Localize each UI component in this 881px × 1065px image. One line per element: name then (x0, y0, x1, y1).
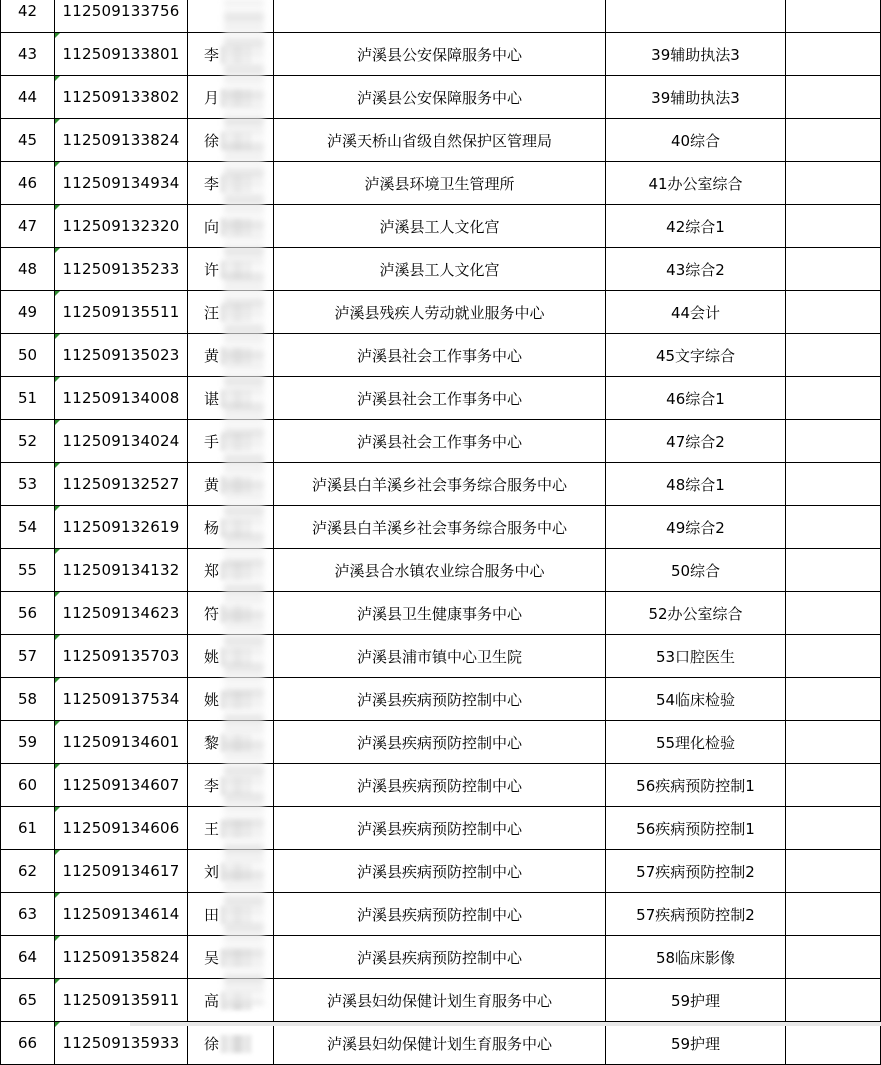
empty-cell[interactable] (786, 1022, 881, 1065)
exam-id[interactable]: 112509135933 (55, 1022, 188, 1065)
job-position[interactable]: 55理化检验 (606, 721, 786, 764)
table-row[interactable] (1, 334, 881, 377)
table-row[interactable] (1, 506, 881, 549)
table-row[interactable] (1, 162, 881, 205)
name-surname: 田 (204, 905, 220, 924)
candidate-name[interactable] (188, 162, 274, 205)
employer-unit[interactable]: 泸溪县社会工作事务中心 (274, 334, 606, 377)
name-surname: 姚 (204, 690, 220, 709)
table-row[interactable] (1, 764, 881, 807)
exam-id[interactable]: 112509135824 (55, 936, 188, 979)
empty-cell[interactable] (786, 807, 881, 850)
name-surname: 月 (204, 88, 220, 107)
candidate-name[interactable] (188, 635, 274, 678)
employer-unit[interactable]: 泸溪县妇幼保健计划生育服务中心 (274, 979, 606, 1022)
employer-unit[interactable]: 泸溪县白羊溪乡社会事务综合服务中心 (274, 506, 606, 549)
candidate-name[interactable] (188, 807, 274, 850)
empty-cell[interactable] (786, 334, 881, 377)
employer-unit[interactable]: 泸溪县工人文化宫 (274, 205, 606, 248)
empty-cell[interactable] (786, 549, 881, 592)
exam-id[interactable]: 112509135911 (55, 979, 188, 1022)
row-number[interactable]: 53 (1, 463, 55, 506)
employer-unit[interactable]: 泸溪县疾病预防控制中心 (274, 850, 606, 893)
table-row[interactable] (1, 291, 881, 334)
job-position[interactable]: 42综合1 (606, 205, 786, 248)
row-number[interactable]: 54 (1, 506, 55, 549)
row-number[interactable]: 66 (1, 1022, 55, 1065)
table-row[interactable] (1, 420, 881, 463)
job-position[interactable]: 54临床检验 (606, 678, 786, 721)
employer-unit[interactable]: 泸溪县公安保障服务中心 (274, 33, 606, 76)
candidate-name[interactable] (188, 979, 274, 1022)
empty-cell[interactable] (786, 678, 881, 721)
row-number[interactable]: 60 (1, 764, 55, 807)
redaction-blur (221, 46, 251, 64)
candidate-name[interactable] (188, 76, 274, 119)
name-surname: 符 (204, 604, 220, 623)
empty-cell[interactable] (786, 0, 881, 33)
empty-cell[interactable] (786, 936, 881, 979)
exam-id[interactable]: 112509134132 (55, 549, 188, 592)
job-position[interactable]: 56疾病预防控制1 (606, 807, 786, 850)
redaction-blur (221, 218, 251, 236)
name-surname: 徐 (204, 1034, 220, 1053)
employer-unit[interactable]: 泸溪县疾病预防控制中心 (274, 764, 606, 807)
row-number[interactable]: 43 (1, 33, 55, 76)
empty-cell[interactable] (786, 377, 881, 420)
job-position[interactable]: 47综合2 (606, 420, 786, 463)
exam-id[interactable]: 112509134607 (55, 764, 188, 807)
empty-cell[interactable] (786, 291, 881, 334)
name-surname: 杨 (204, 518, 220, 537)
employer-unit[interactable]: 泸溪县疾病预防控制中心 (274, 678, 606, 721)
name-surname: 黄 (204, 346, 220, 365)
table-row[interactable] (1, 1022, 881, 1065)
employer-unit[interactable]: 泸溪县环境卫生管理所 (274, 162, 606, 205)
candidate-name[interactable] (188, 420, 274, 463)
job-position[interactable]: 40综合 (606, 119, 786, 162)
empty-cell[interactable] (786, 162, 881, 205)
table-row[interactable] (1, 592, 881, 635)
exam-id[interactable]: 112509134614 (55, 893, 188, 936)
row-number[interactable]: 51 (1, 377, 55, 420)
job-position[interactable] (606, 0, 786, 33)
name-surname: 李 (204, 776, 220, 795)
name-surname: 许 (204, 260, 220, 279)
employer-unit[interactable]: 泸溪县工人文化宫 (274, 248, 606, 291)
job-position[interactable]: 59护理 (606, 1022, 786, 1065)
exam-id[interactable]: 112509133824 (55, 119, 188, 162)
table-row[interactable] (1, 678, 881, 721)
candidate-name[interactable] (188, 506, 274, 549)
table-row[interactable] (1, 979, 881, 1022)
name-surname: 刘 (204, 862, 220, 881)
empty-cell[interactable] (786, 76, 881, 119)
sheet-bottom-edge (130, 1022, 881, 1026)
job-position[interactable]: 59护理 (606, 979, 786, 1022)
exam-id[interactable]: 112509134008 (55, 377, 188, 420)
row-number[interactable]: 65 (1, 979, 55, 1022)
exam-id[interactable]: 112509132527 (55, 463, 188, 506)
exam-id[interactable]: 112509132320 (55, 205, 188, 248)
row-number[interactable]: 48 (1, 248, 55, 291)
job-position[interactable]: 57疾病预防控制2 (606, 850, 786, 893)
row-number[interactable]: 63 (1, 893, 55, 936)
row-number[interactable]: 62 (1, 850, 55, 893)
row-number[interactable]: 52 (1, 420, 55, 463)
empty-cell[interactable] (786, 592, 881, 635)
row-number[interactable]: 44 (1, 76, 55, 119)
employer-unit[interactable]: 泸溪天桥山省级自然保护区管理局 (274, 119, 606, 162)
row-number[interactable]: 59 (1, 721, 55, 764)
row-number[interactable]: 64 (1, 936, 55, 979)
redaction-blur (221, 390, 251, 408)
redaction-blur (221, 519, 251, 537)
name-surname: 谌 (204, 389, 220, 408)
candidate-name[interactable] (188, 248, 274, 291)
employer-unit[interactable]: 泸溪县疾病预防控制中心 (274, 721, 606, 764)
redaction-blur (221, 304, 251, 322)
row-number[interactable]: 56 (1, 592, 55, 635)
row-number[interactable]: 42 (1, 0, 55, 33)
job-position[interactable]: 53口腔医生 (606, 635, 786, 678)
employer-unit[interactable]: 泸溪县合水镇农业综合服务中心 (274, 549, 606, 592)
employer-unit[interactable]: 泸溪县公安保障服务中心 (274, 76, 606, 119)
candidate-name[interactable] (188, 721, 274, 764)
redaction-blur (221, 1035, 251, 1053)
table-row[interactable] (1, 463, 881, 506)
redaction-blur (221, 691, 251, 709)
candidate-name[interactable] (188, 764, 274, 807)
empty-cell[interactable] (786, 33, 881, 76)
redaction-blur (221, 777, 251, 795)
employer-unit[interactable]: 泸溪县社会工作事务中心 (274, 377, 606, 420)
table-row[interactable] (1, 248, 881, 291)
redaction-blur (221, 992, 251, 1010)
employer-unit[interactable]: 泸溪县疾病预防控制中心 (274, 807, 606, 850)
exam-id[interactable]: 112509135511 (55, 291, 188, 334)
exam-id[interactable]: 112509134617 (55, 850, 188, 893)
exam-id[interactable]: 112509132619 (55, 506, 188, 549)
job-position[interactable]: 44会计 (606, 291, 786, 334)
exam-id[interactable]: 112509134606 (55, 807, 188, 850)
redaction-blur (221, 347, 251, 365)
candidate-name[interactable] (188, 33, 274, 76)
employer-unit[interactable]: 泸溪县浦市镇中心卫生院 (274, 635, 606, 678)
redaction-blur (221, 605, 251, 623)
name-surname: 姚 (204, 647, 220, 666)
row-number[interactable]: 61 (1, 807, 55, 850)
name-surname: 李 (204, 174, 220, 193)
row-number[interactable]: 50 (1, 334, 55, 377)
exam-id[interactable]: 112509135233 (55, 248, 188, 291)
name-surname: 手 (204, 432, 220, 451)
name-surname: 黄 (204, 475, 220, 494)
name-surname: 郑 (204, 561, 220, 580)
exam-id[interactable]: 112509133802 (55, 76, 188, 119)
employer-unit[interactable]: 泸溪县社会工作事务中心 (274, 420, 606, 463)
exam-id[interactable]: 112509135703 (55, 635, 188, 678)
employer-unit[interactable]: 泸溪县疾病预防控制中心 (274, 936, 606, 979)
table-row[interactable] (1, 721, 881, 764)
empty-cell[interactable] (786, 205, 881, 248)
employer-unit[interactable] (274, 0, 606, 33)
candidate-name[interactable] (188, 592, 274, 635)
candidate-name[interactable] (188, 549, 274, 592)
row-number[interactable]: 55 (1, 549, 55, 592)
redaction-blur (221, 476, 251, 494)
row-number[interactable]: 49 (1, 291, 55, 334)
name-surname: 高 (204, 991, 220, 1010)
empty-cell[interactable] (786, 850, 881, 893)
exam-id[interactable]: 112509133756 (55, 0, 188, 33)
candidate-name[interactable] (188, 377, 274, 420)
redaction-blur (221, 949, 251, 967)
redaction-blur (221, 820, 251, 838)
table-row[interactable] (1, 0, 881, 33)
employer-unit[interactable]: 泸溪县妇幼保健计划生育服务中心 (274, 1022, 606, 1065)
candidate-name[interactable] (188, 0, 274, 33)
row-number[interactable]: 57 (1, 635, 55, 678)
empty-cell[interactable] (786, 764, 881, 807)
name-surname: 向 (204, 217, 220, 236)
candidate-name[interactable] (188, 205, 274, 248)
table-row[interactable] (1, 549, 881, 592)
candidate-name[interactable] (188, 291, 274, 334)
job-position[interactable]: 41办公室综合 (606, 162, 786, 205)
job-position[interactable]: 56疾病预防控制1 (606, 764, 786, 807)
empty-cell[interactable] (786, 119, 881, 162)
redaction-blur (221, 734, 251, 752)
job-position[interactable]: 43综合2 (606, 248, 786, 291)
employer-unit[interactable]: 泸溪县残疾人劳动就业服务中心 (274, 291, 606, 334)
job-position[interactable]: 58临床影像 (606, 936, 786, 979)
table-row[interactable] (1, 33, 881, 76)
job-position[interactable]: 39辅助执法3 (606, 76, 786, 119)
exam-id[interactable]: 112509134601 (55, 721, 188, 764)
job-position[interactable]: 50综合 (606, 549, 786, 592)
exam-id[interactable]: 112509137534 (55, 678, 188, 721)
redaction-blur (221, 863, 251, 881)
table-body (1, 0, 881, 1065)
redaction-blur (221, 562, 251, 580)
empty-cell[interactable] (786, 721, 881, 764)
redaction-blur (221, 433, 251, 451)
name-surname: 汪 (204, 303, 220, 322)
name-surname: 黎 (204, 733, 220, 752)
table-row[interactable] (1, 893, 881, 936)
row-number[interactable]: 46 (1, 162, 55, 205)
job-position[interactable]: 52办公室综合 (606, 592, 786, 635)
exam-id[interactable]: 112509133801 (55, 33, 188, 76)
redaction-blur (221, 906, 251, 924)
redaction-blur (221, 648, 251, 666)
candidate-name[interactable] (188, 893, 274, 936)
exam-id[interactable]: 112509135023 (55, 334, 188, 377)
empty-cell[interactable] (786, 248, 881, 291)
exam-id[interactable]: 112509134024 (55, 420, 188, 463)
name-surname: 吴 (204, 948, 220, 967)
table-row[interactable] (1, 205, 881, 248)
employer-unit[interactable]: 泸溪县卫生健康事务中心 (274, 592, 606, 635)
job-position[interactable]: 45文字综合 (606, 334, 786, 377)
row-number[interactable]: 58 (1, 678, 55, 721)
table-row[interactable] (1, 807, 881, 850)
table-row[interactable] (1, 119, 881, 162)
redaction-blur (221, 261, 251, 279)
job-position[interactable]: 57疾病预防控制2 (606, 893, 786, 936)
candidate-name[interactable] (188, 1022, 274, 1065)
job-position[interactable]: 48综合1 (606, 463, 786, 506)
job-position[interactable]: 46综合1 (606, 377, 786, 420)
table-row[interactable] (1, 377, 881, 420)
redaction-blur (221, 132, 251, 150)
candidate-name[interactable] (188, 119, 274, 162)
empty-cell[interactable] (786, 635, 881, 678)
row-number[interactable]: 47 (1, 205, 55, 248)
redaction-blur (221, 175, 251, 193)
empty-cell[interactable] (786, 893, 881, 936)
empty-cell[interactable] (786, 506, 881, 549)
empty-cell[interactable] (786, 463, 881, 506)
candidate-name[interactable] (188, 678, 274, 721)
name-surname: 徐 (204, 131, 220, 150)
row-number[interactable]: 45 (1, 119, 55, 162)
table-row[interactable] (1, 850, 881, 893)
exam-id[interactable]: 112509134934 (55, 162, 188, 205)
job-position[interactable]: 49综合2 (606, 506, 786, 549)
name-surname: 李 (204, 45, 220, 64)
employer-unit[interactable]: 泸溪县白羊溪乡社会事务综合服务中心 (274, 463, 606, 506)
redaction-blur (221, 89, 251, 107)
candidate-name[interactable] (188, 334, 274, 377)
job-position[interactable]: 39辅助执法3 (606, 33, 786, 76)
empty-cell[interactable] (786, 420, 881, 463)
candidate-name[interactable] (188, 850, 274, 893)
name-surname: 王 (204, 819, 220, 838)
table-row[interactable] (1, 936, 881, 979)
candidate-name[interactable] (188, 936, 274, 979)
table-row[interactable] (1, 76, 881, 119)
empty-cell[interactable] (786, 979, 881, 1022)
employer-unit[interactable]: 泸溪县疾病预防控制中心 (274, 893, 606, 936)
exam-id[interactable]: 112509134623 (55, 592, 188, 635)
candidate-name[interactable] (188, 463, 274, 506)
table-row[interactable] (1, 635, 881, 678)
